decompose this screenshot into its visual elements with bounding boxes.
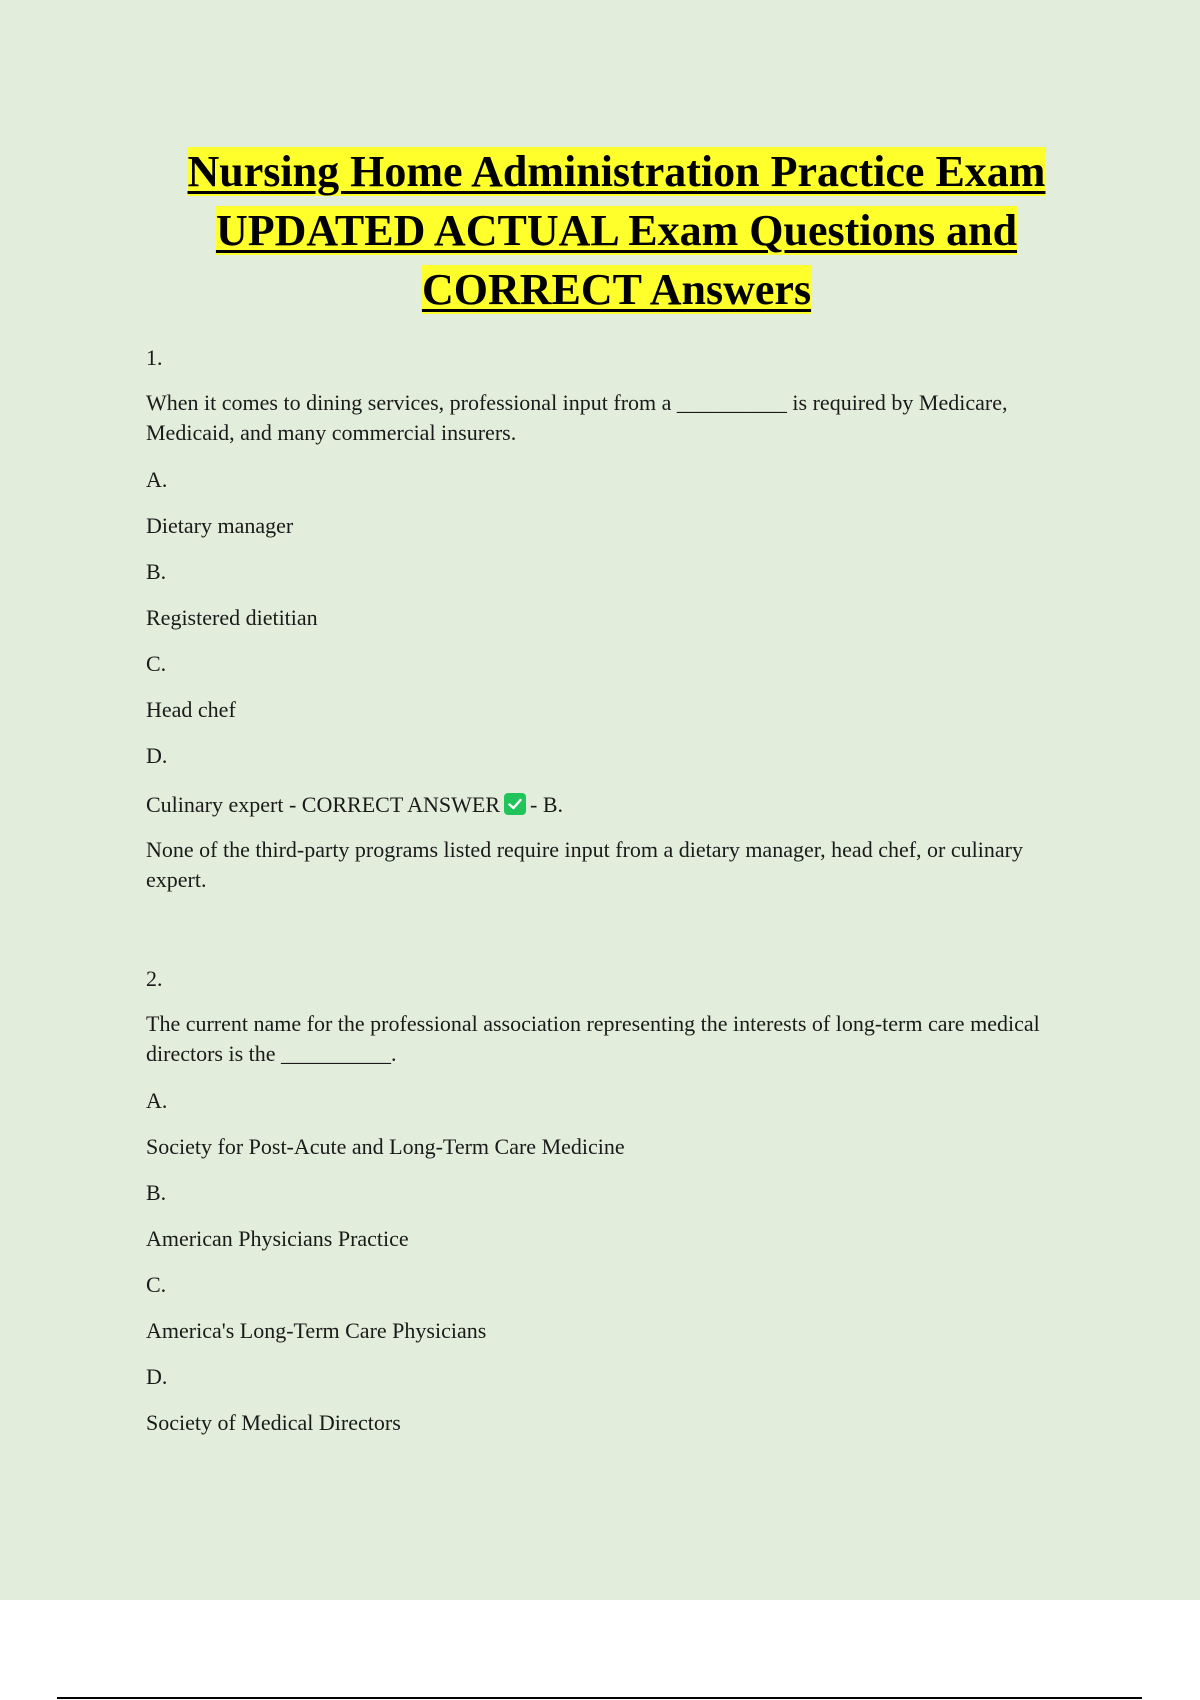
- option-text: Dietary manager: [146, 513, 294, 538]
- question-1: [146, 342, 1076, 895]
- correct-answer-label: - CORRECT ANSWER: [288, 792, 501, 817]
- option-text: Society for Post-Acute and Long-Term Care Medicine: [146, 1134, 625, 1159]
- document-title-text: Nursing Home Administration Practice Exam UPDATED ACTUAL Exam Questions and CORRECT Answers: [187, 147, 1046, 314]
- option-letter: C.: [146, 651, 167, 676]
- option-letter: A.: [146, 1088, 168, 1113]
- question-2: [146, 963, 1076, 1438]
- option-letter: B.: [146, 1180, 167, 1205]
- option-text: American Physicians Practice: [146, 1226, 409, 1251]
- document-title: [150, 142, 1083, 319]
- question-number: 2.: [146, 966, 163, 991]
- option-letter: A.: [146, 467, 168, 492]
- option-text: Head chef: [146, 697, 236, 722]
- option-text: America's Long-Term Care Physicians: [146, 1318, 487, 1343]
- option-letter: D.: [146, 1364, 168, 1389]
- question-text: When it comes to dining services, professional input from a __________ is required by Medicare, Medicaid, and many commercial insurers.: [146, 390, 1008, 445]
- correct-answer-letter: - B.: [530, 792, 564, 817]
- option-letter: C.: [146, 1272, 167, 1297]
- question-text: The current name for the professional association representing the interests of long-term care medical directors is the __________.: [146, 1011, 1040, 1066]
- answer-explanation: None of the third-party programs listed require input from a dietary manager, head chef, or culinary expert.: [146, 837, 1023, 892]
- option-text: Culinary expert: [146, 792, 284, 817]
- option-letter: D.: [146, 743, 168, 768]
- footer-divider: [57, 1697, 1142, 1699]
- question-number: 1.: [146, 345, 163, 370]
- answer-line: [146, 789, 1076, 820]
- check-icon: [504, 793, 526, 815]
- document-body: [146, 342, 1076, 1453]
- option-text: Society of Medical Directors: [146, 1410, 401, 1435]
- option-letter: B.: [146, 559, 167, 584]
- option-text: Registered dietitian: [146, 605, 318, 630]
